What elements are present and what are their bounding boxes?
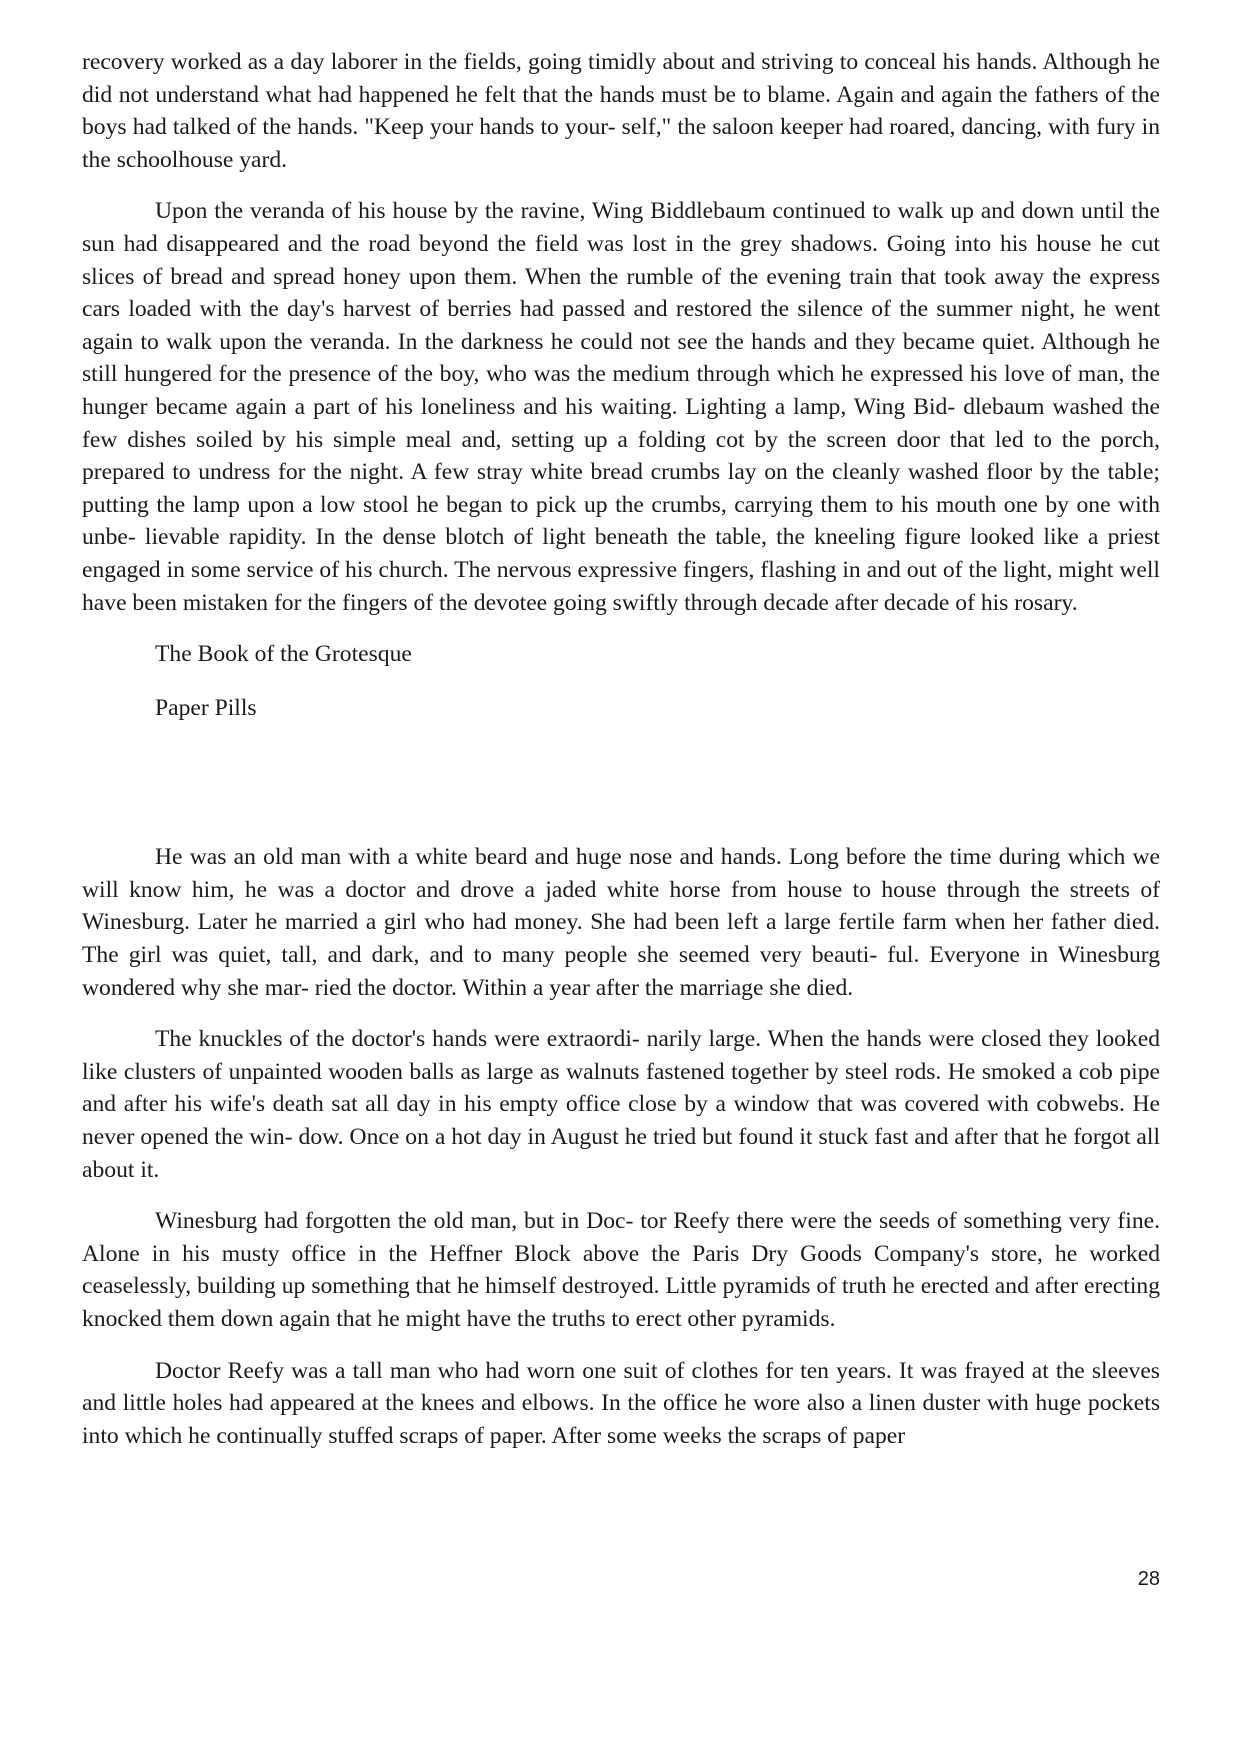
- chapter-title-heading: Paper Pills: [155, 694, 257, 721]
- book-title-heading: The Book of the Grotesque: [155, 641, 412, 668]
- paragraph-doctor-reefy: Doctor Reefy was a tall man who had worn one suit of clothes for ten years. It was frayed at the sleeves and little holes had appeared at the knees and elbows. In the office he wore also a linen duster with huge pockets into which he continually stuffed scraps of paper. After some weeks the scraps of paper: [82, 1357, 1160, 1449]
- page-number: 28: [1137, 1568, 1160, 1590]
- paragraph-veranda: Upon the veranda of his house by the ravine, Wing Biddlebaum continued to walk up and down until the sun had disappeared and the road beyond the field was lost in the grey shadows. Going into his house he cut slices of bread and spread honey upon them. When the rumble of the evening train that took away the express cars loaded with the day's harvest of berries had passed and restored the silence of the summer night, he went again to walk upon the veranda. In the darkness he could not see the hands and they became quiet. Although he still hungered for the presence of the boy, who was the medium through which he expressed his love of man, the hunger became again a part of his loneliness and his waiting. Lighting a lamp, Wing Bid- dlebaum washed the few dishes soiled by his simple meal and, setting up a folding cot by the screen door that led to the porch, prepared to undress for the night. A few stray white bread crumbs lay on the cleanly washed floor by the table; putting the lamp upon a low stool he began to pick up the crumbs, carrying them to his mouth one by one with unbe- lievable rapidity. In the dense blotch of light beneath the table, the kneeling figure looked like a priest engaged in some service of his church. The nervous expressive fingers, flashing in and out of the light, might well have been mistaken for the fingers of the devotee going swiftly through decade after decade of his rosary.: [82, 198, 1160, 616]
- paragraph-winesburg: Winesburg had forgotten the old man, but in Doc- tor Reefy there were the seeds of something very fine. Alone in his musty office in the Heffner Block above the Paris Dry Goods Company's store, he worked ceaselessly, building up something that he himself destroyed. Little pyramids of truth he erected and after erecting knocked them down again that he might have the truths to erect other pyramids.: [82, 1208, 1160, 1332]
- paragraph-knuckles: The knuckles of the doctor's hands were extraordi- narily large. When the hands were closed they looked like clusters of unpainted wooden balls as large as walnuts fastened together by steel rods. He smoked a cob pipe and after his wife's death sat all day in his empty office close by a window that was covered with cobwebs. He never opened the win- dow. Once on a hot day in August he tried but found it stuck fast and after that he forgot all about it.: [82, 1026, 1160, 1183]
- body-text: [82, 46, 1160, 1471]
- section-gap: [82, 745, 1160, 841]
- paragraph-old-man: He was an old man with a white beard and huge nose and hands. Long before the time during which we will know him, he was a doctor and drove a jaded white horse from house to house through the streets of Winesburg. Later he married a girl who had money. She had been left a large fertile farm when her father died. The girl was quiet, tall, and dark, and to many people she seemed very beauti- ful. Everyone in Winesburg wondered why she mar- ried the doctor. Within a year after the marriage she died.: [82, 844, 1160, 1001]
- paragraph-continuation: recovery worked as a day laborer in the fields, going timidly about and striving to conceal his hands. Although he did not understand what had happened he felt that the hands must be to blame. Again and again the fathers of the boys had talked of the hands. "Keep your hands to your- self," the saloon keeper had roared, dancing, with fury in the schoolhouse yard.: [82, 49, 1160, 173]
